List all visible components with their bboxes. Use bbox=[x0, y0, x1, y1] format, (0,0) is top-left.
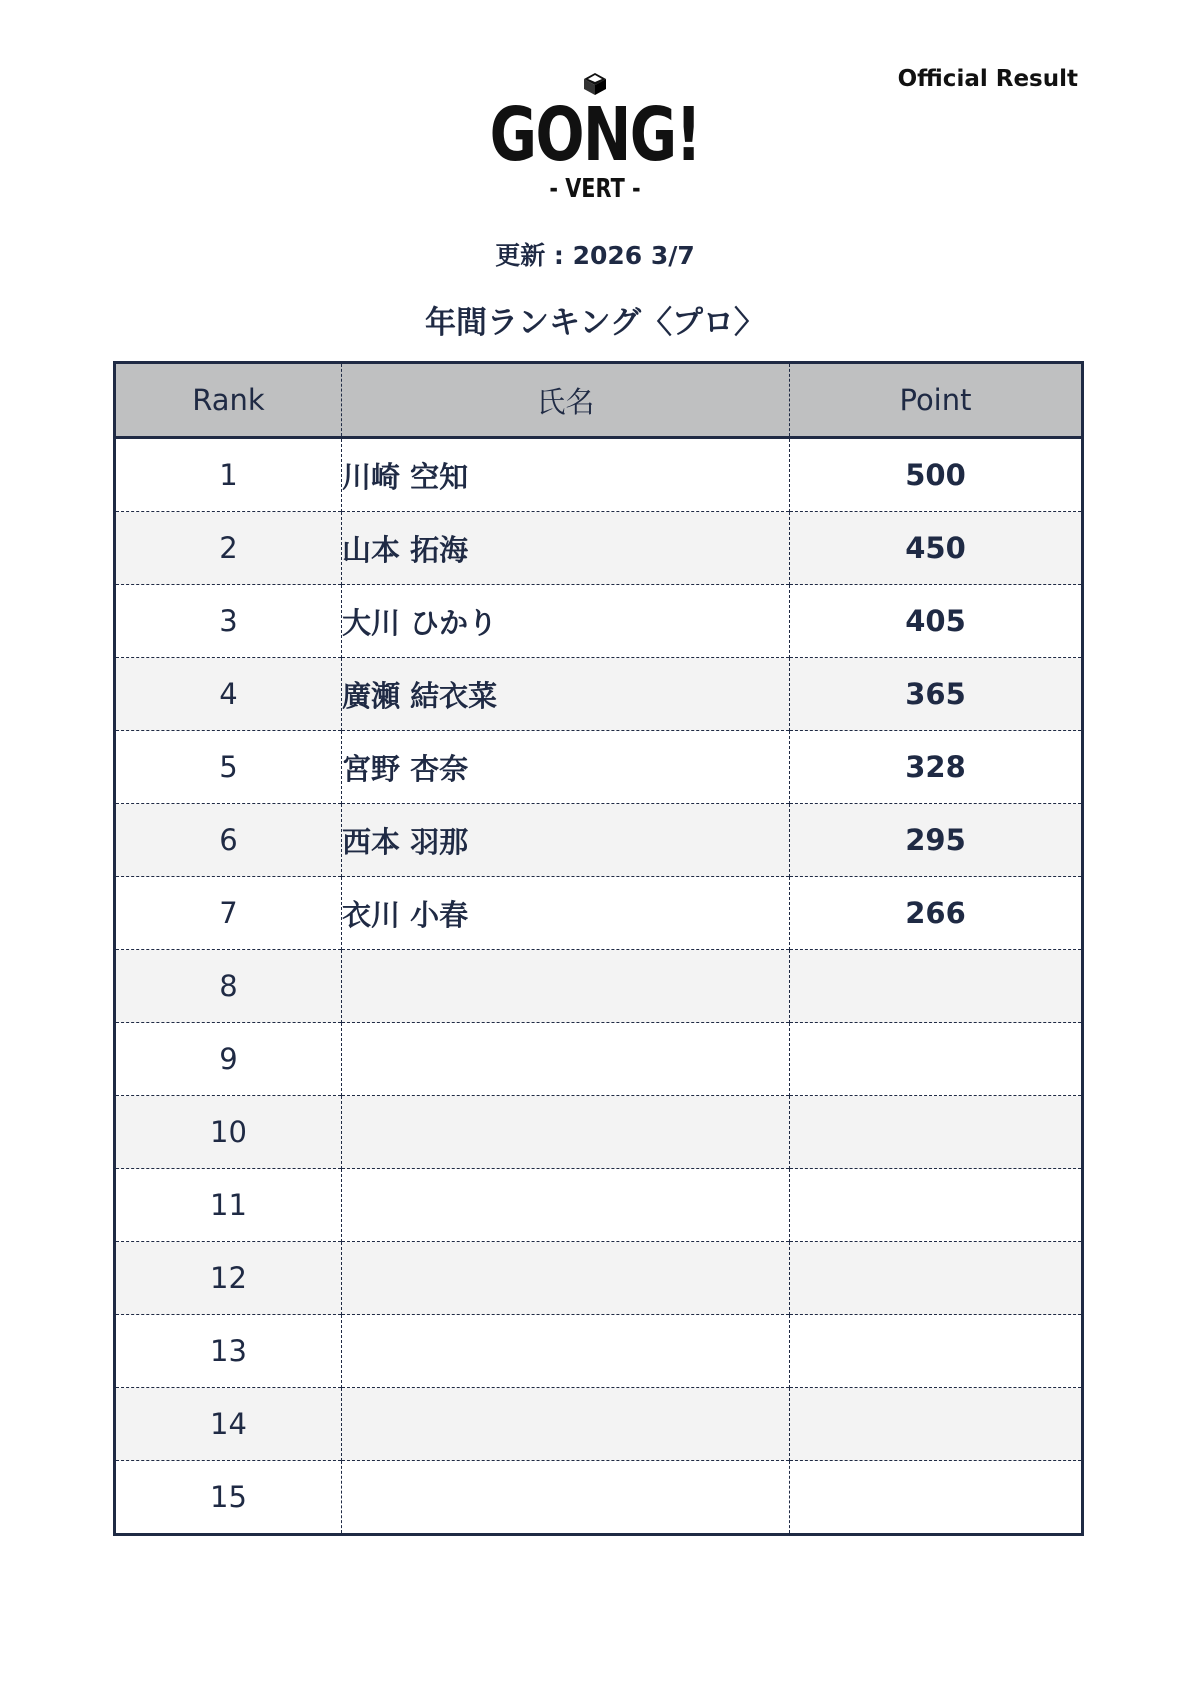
table-row bbox=[115, 1169, 1083, 1242]
table-row bbox=[115, 1023, 1083, 1096]
rank-cell: 2 bbox=[115, 512, 342, 585]
name-cell bbox=[342, 1461, 790, 1535]
table-row bbox=[115, 1242, 1083, 1315]
table-row bbox=[115, 1461, 1083, 1535]
column-header-rank: Rank bbox=[115, 363, 342, 438]
rank-cell: 3 bbox=[115, 585, 342, 658]
page-title: 年間ランキング〈プロ〉 bbox=[424, 305, 766, 341]
table-header-row bbox=[115, 363, 1083, 438]
point-cell: 405 bbox=[790, 585, 1083, 658]
table-row bbox=[115, 1096, 1083, 1169]
table-row bbox=[115, 731, 1083, 804]
name-cell: 宮野 杏奈 bbox=[342, 731, 790, 804]
point-cell bbox=[790, 1096, 1083, 1169]
name-cell bbox=[342, 1388, 790, 1461]
rank-cell: 5 bbox=[115, 731, 342, 804]
table-row bbox=[115, 1388, 1083, 1461]
name-cell: 西本 羽那 bbox=[342, 804, 790, 877]
table-row bbox=[115, 950, 1083, 1023]
rank-cell: 11 bbox=[115, 1169, 342, 1242]
logo-subtitle: - VERT - bbox=[549, 174, 641, 204]
rank-cell: 10 bbox=[115, 1096, 342, 1169]
name-cell bbox=[342, 1023, 790, 1096]
point-cell bbox=[790, 1169, 1083, 1242]
point-cell: 295 bbox=[790, 804, 1083, 877]
table-row bbox=[115, 512, 1083, 585]
table-row bbox=[115, 877, 1083, 950]
name-cell bbox=[342, 1242, 790, 1315]
point-cell: 500 bbox=[790, 438, 1083, 512]
rank-cell: 14 bbox=[115, 1388, 342, 1461]
point-cell: 328 bbox=[790, 731, 1083, 804]
rank-cell: 7 bbox=[115, 877, 342, 950]
name-cell: 衣川 小春 bbox=[342, 877, 790, 950]
point-cell: 266 bbox=[790, 877, 1083, 950]
point-cell bbox=[790, 1461, 1083, 1535]
logo-wordmark: GONG! bbox=[489, 92, 701, 178]
rank-cell: 9 bbox=[115, 1023, 342, 1096]
name-cell bbox=[342, 1315, 790, 1388]
name-cell: 廣瀬 結衣菜 bbox=[342, 658, 790, 731]
table-row bbox=[115, 585, 1083, 658]
table-row bbox=[115, 438, 1083, 512]
name-cell: 山本 拓海 bbox=[342, 512, 790, 585]
rank-cell: 13 bbox=[115, 1315, 342, 1388]
official-result-label: Official Result bbox=[897, 66, 1078, 92]
point-cell: 450 bbox=[790, 512, 1083, 585]
rank-cell: 8 bbox=[115, 950, 342, 1023]
point-cell bbox=[790, 1023, 1083, 1096]
name-cell bbox=[342, 1169, 790, 1242]
ranking-table bbox=[113, 361, 1084, 1536]
table-row bbox=[115, 804, 1083, 877]
rank-cell: 12 bbox=[115, 1242, 342, 1315]
point-cell bbox=[790, 1388, 1083, 1461]
table-row bbox=[115, 1315, 1083, 1388]
name-cell: 大川 ひかり bbox=[342, 585, 790, 658]
point-cell bbox=[790, 1315, 1083, 1388]
rank-cell: 15 bbox=[115, 1461, 342, 1535]
column-header-name: 氏名 bbox=[342, 363, 790, 438]
column-header-point: Point bbox=[790, 363, 1083, 438]
rank-cell: 4 bbox=[115, 658, 342, 731]
rank-cell: 1 bbox=[219, 458, 238, 492]
name-cell bbox=[342, 950, 790, 1023]
point-cell: 365 bbox=[790, 658, 1083, 731]
point-cell bbox=[790, 950, 1083, 1023]
update-date: 更新 : 2026 3/7 bbox=[495, 241, 695, 270]
table-row bbox=[115, 658, 1083, 731]
gong-vert-logo bbox=[0, 70, 1190, 204]
point-cell bbox=[790, 1242, 1083, 1315]
name-cell: 川崎 空知 bbox=[342, 438, 790, 512]
name-cell bbox=[342, 1096, 790, 1169]
rank-cell: 6 bbox=[115, 804, 342, 877]
